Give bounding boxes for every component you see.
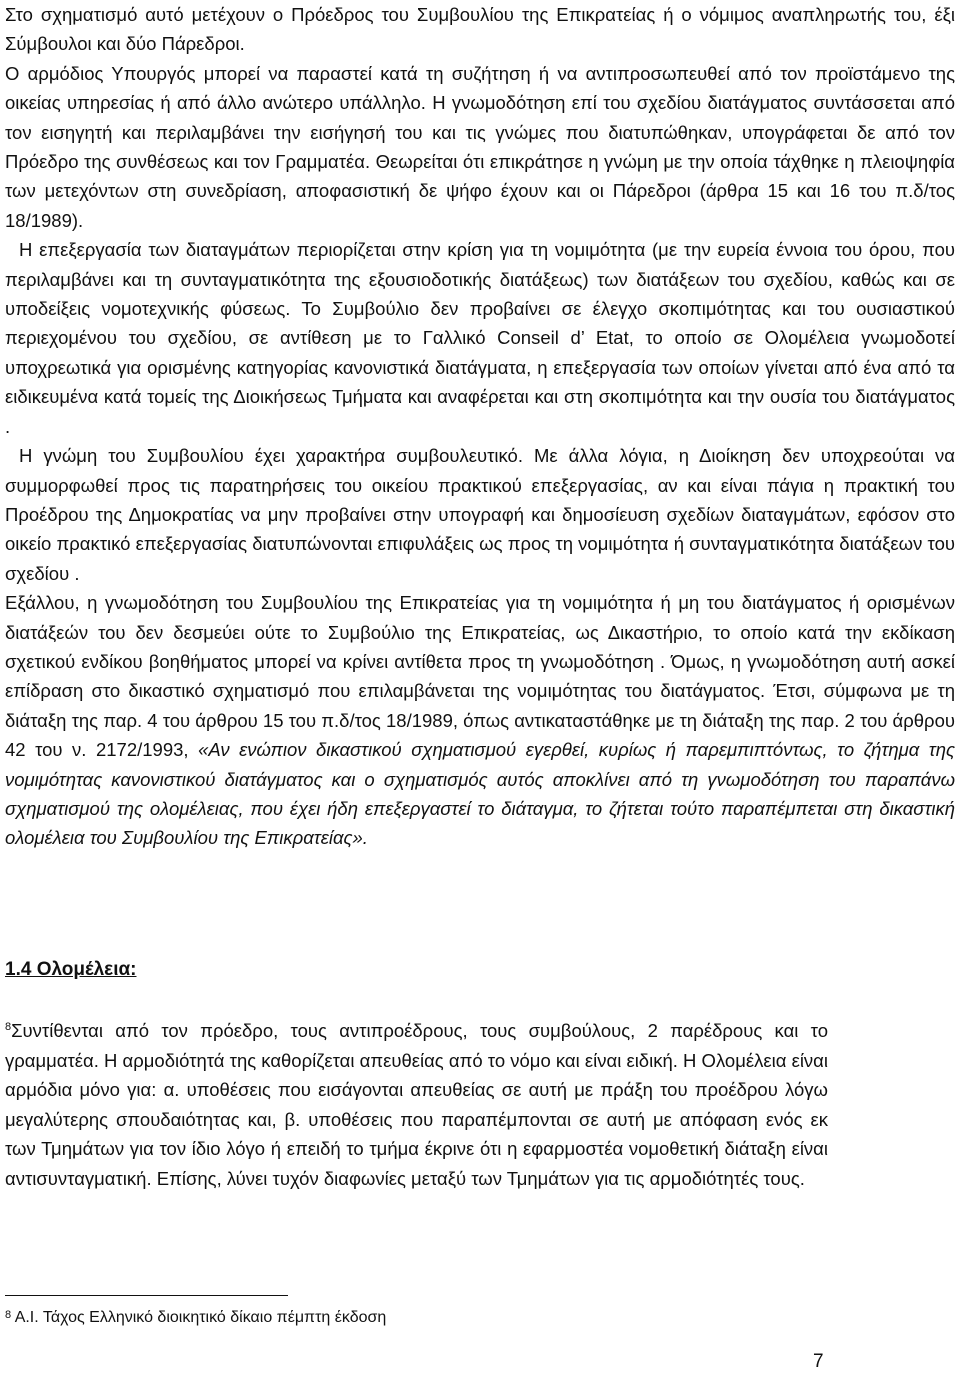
section-body	[5, 1016, 828, 1193]
section-text: Συντίθενται από τον πρόεδρο, τους αντιπροέδρους, τους συμβούλους, 2 παρέδρους και το γραμματέα. Η αρμοδιότητά της καθορίζεται απευθείας από το νόμο και είναι ειδική. Η Ολομέλεια είναι αρμόδια μόνο για: α. υποθέσεις που εισάγονται απευθείας σε αυτή με πράξη του προέδρου λόγω μεγαλύτερης σπουδαιότητας και, β. υποθέσεις που παραπέμπονται σε αυτή με απόφαση ενός εκ των Τμημάτων για τον ίδιο λόγο ή επειδή το τμήμα έκρινε ότι η εφαρμοστέα νομοθετική διάταξη είναι αντισυνταγματική. Επίσης, λύνει τυχόν διαφωνίες μεταξύ των Τμημάτων για τις αρμοδιότητές τους.	[5, 1020, 828, 1189]
footnote-number: 8	[5, 1309, 12, 1321]
paragraph-1: Στο σχηματισμό αυτό μετέχουν ο Πρόεδρος του Συμβουλίου της Επικρατείας ή ο νόμιμος αναπληρωτής του, έξι Σύμβουλοι και δύο Πάρεδροι.	[5, 4, 955, 55]
paragraph-5-text: Εξάλλου, η γνωμοδότηση του Συμβουλίου της Επικρατείας για τη νομιμότητα ή μη του διατάγματος ή ορισμένων διατάξεών του δεν δεσμεύει ούτε το Συμβούλιο της Επικρατείας, ως Δικαστήριο, το οποίο κατά την εκδίκαση σχετικού ενδίκου βοηθήματος μπορεί να κρίνει αντίθετα προς τη γνωμοδότηση . Όμως, η γνωμοδότηση αυτή ασκεί επίδραση στο δικαστικό σχηματισμό που επιλαμβάνεται της νομιμότητας του διατάγματος. Έτσι, σύμφωνα με τη διάταξη της παρ. 4 του άρθρου 15 του π.δ/τος 18/1989, όπως αντικαταστάθηκε με τη διάταξη της παρ. 2 του άρθρου 42 του ν. 2172/1993,	[5, 592, 955, 761]
paragraph-4: Η γνώμη του Συμβουλίου έχει χαρακτήρα συμβουλευτικό. Με άλλα λόγια, η Διοίκηση δεν υποχρεούται να συμμορφωθεί προς τις παρατηρήσεις του οικείου πρακτικού επεξεργασίας, αν και είναι πάγια η πρακτική του Προέδρου της Δημοκρατίας να μην προβαίνει στην υπογραφή και δημοσίευση σχεδίων διαταγμάτων, εφόσον στο οικείο πρακτικό επεξεργασίας διατυπώνονται επιφυλάξεις ως προς τη νομιμότητα ή συνταγματικότητα διατάξεων του σχεδίου .	[5, 445, 955, 584]
page-number: 7	[813, 1351, 824, 1372]
section-heading: 1.4 Ολομέλεια:	[5, 959, 137, 980]
footnote-reference[interactable]: 8	[5, 1021, 12, 1033]
footnote	[5, 1305, 386, 1331]
footnote-divider	[5, 1295, 288, 1296]
paragraph-2: Ο αρμόδιος Υπουργός μπορεί να παραστεί κατά τη συζήτηση ή να αντιπροσωπευθεί από τον προϊστάμενο της οικείας υπηρεσίας ή από άλλο ανώτερο υπάλληλο. Η γνωμοδότηση επί του σχεδίου διατάγματος συντάσσεται από τον εισηγητή και περιλαμβάνει την εισήγησή του και τις γνώμες που διατυπώθηκαν, υπογράφεται δε από τον Πρόεδρο της συνθέσεως και τον Γραμματέα. Θεωρείται ότι επικράτησε η γνώμη με την οποία τάχθηκε η πλειοψηφία των μετεχόντων στη συνεδρίαση, αποφασιστική δε ψήφο έχουν και οι Πάρεδροι (άρθρα 15 και 16 του π.δ/τος 18/1989).	[5, 62, 955, 231]
paragraph-5-quote: «Αν ενώπιον δικαστικού σχηματισμού εγερθεί, κυρίως ή παρεμπιπτόντως, το ζήτημα της νομιμότητας κανονιστικού διατάγματος και ο σχηματισμός αυτός αποκλίνει από τη γνωμοδότηση του παραπάνω σχηματισμού της ολομέλειας, που έχει ήδη επεξεργαστεί το διάταγμα, το ζήτεται τούτο παραπέμπεται στη δικαστική ολομέλεια του Συμβουλίου της Επικρατείας».	[5, 739, 955, 849]
section-paragraph	[5, 1016, 828, 1193]
main-text	[5, 0, 955, 853]
paragraph-3: Η επεξεργασία των διαταγμάτων περιορίζεται στην κρίση για τη νομιμότητα (με την ευρεία έννοια του όρου, που περιλαμβάνει και τη συνταγματικότητα της εξουσιοδοτικής διατάξεως) των διατάξεων του σχεδίου, καθώς και σε υποδείξεις νομοτεχνικής φύσεως. Το Συμβούλιο δεν προβαίνει σε έλεγχο σκοπιμότητας και του ουσιαστικού περιεχομένου του σχεδίου, σε αντίθεση με το Γαλλικό Conseil d’ Etat, το οποίο σε Ολομέλεια γνωμοδοτεί υποχρεωτικά για ορισμένης κατηγορίας κανονιστικά διατάγματα, η επεξεργασία των οποίων γίνεται από ένα από τα ειδικευμένα κατά τομείς της Διοικήσεως Τμήματα και αναφέρεται και στη σκοπιμότητα και την ουσία του διατάγματος .	[5, 239, 955, 437]
paragraph-5	[5, 588, 955, 853]
footnote-text: Α.Ι. Τάχος Ελληνικό διοικητικό δίκαιο πέμπτη έκδοση	[14, 1309, 387, 1326]
